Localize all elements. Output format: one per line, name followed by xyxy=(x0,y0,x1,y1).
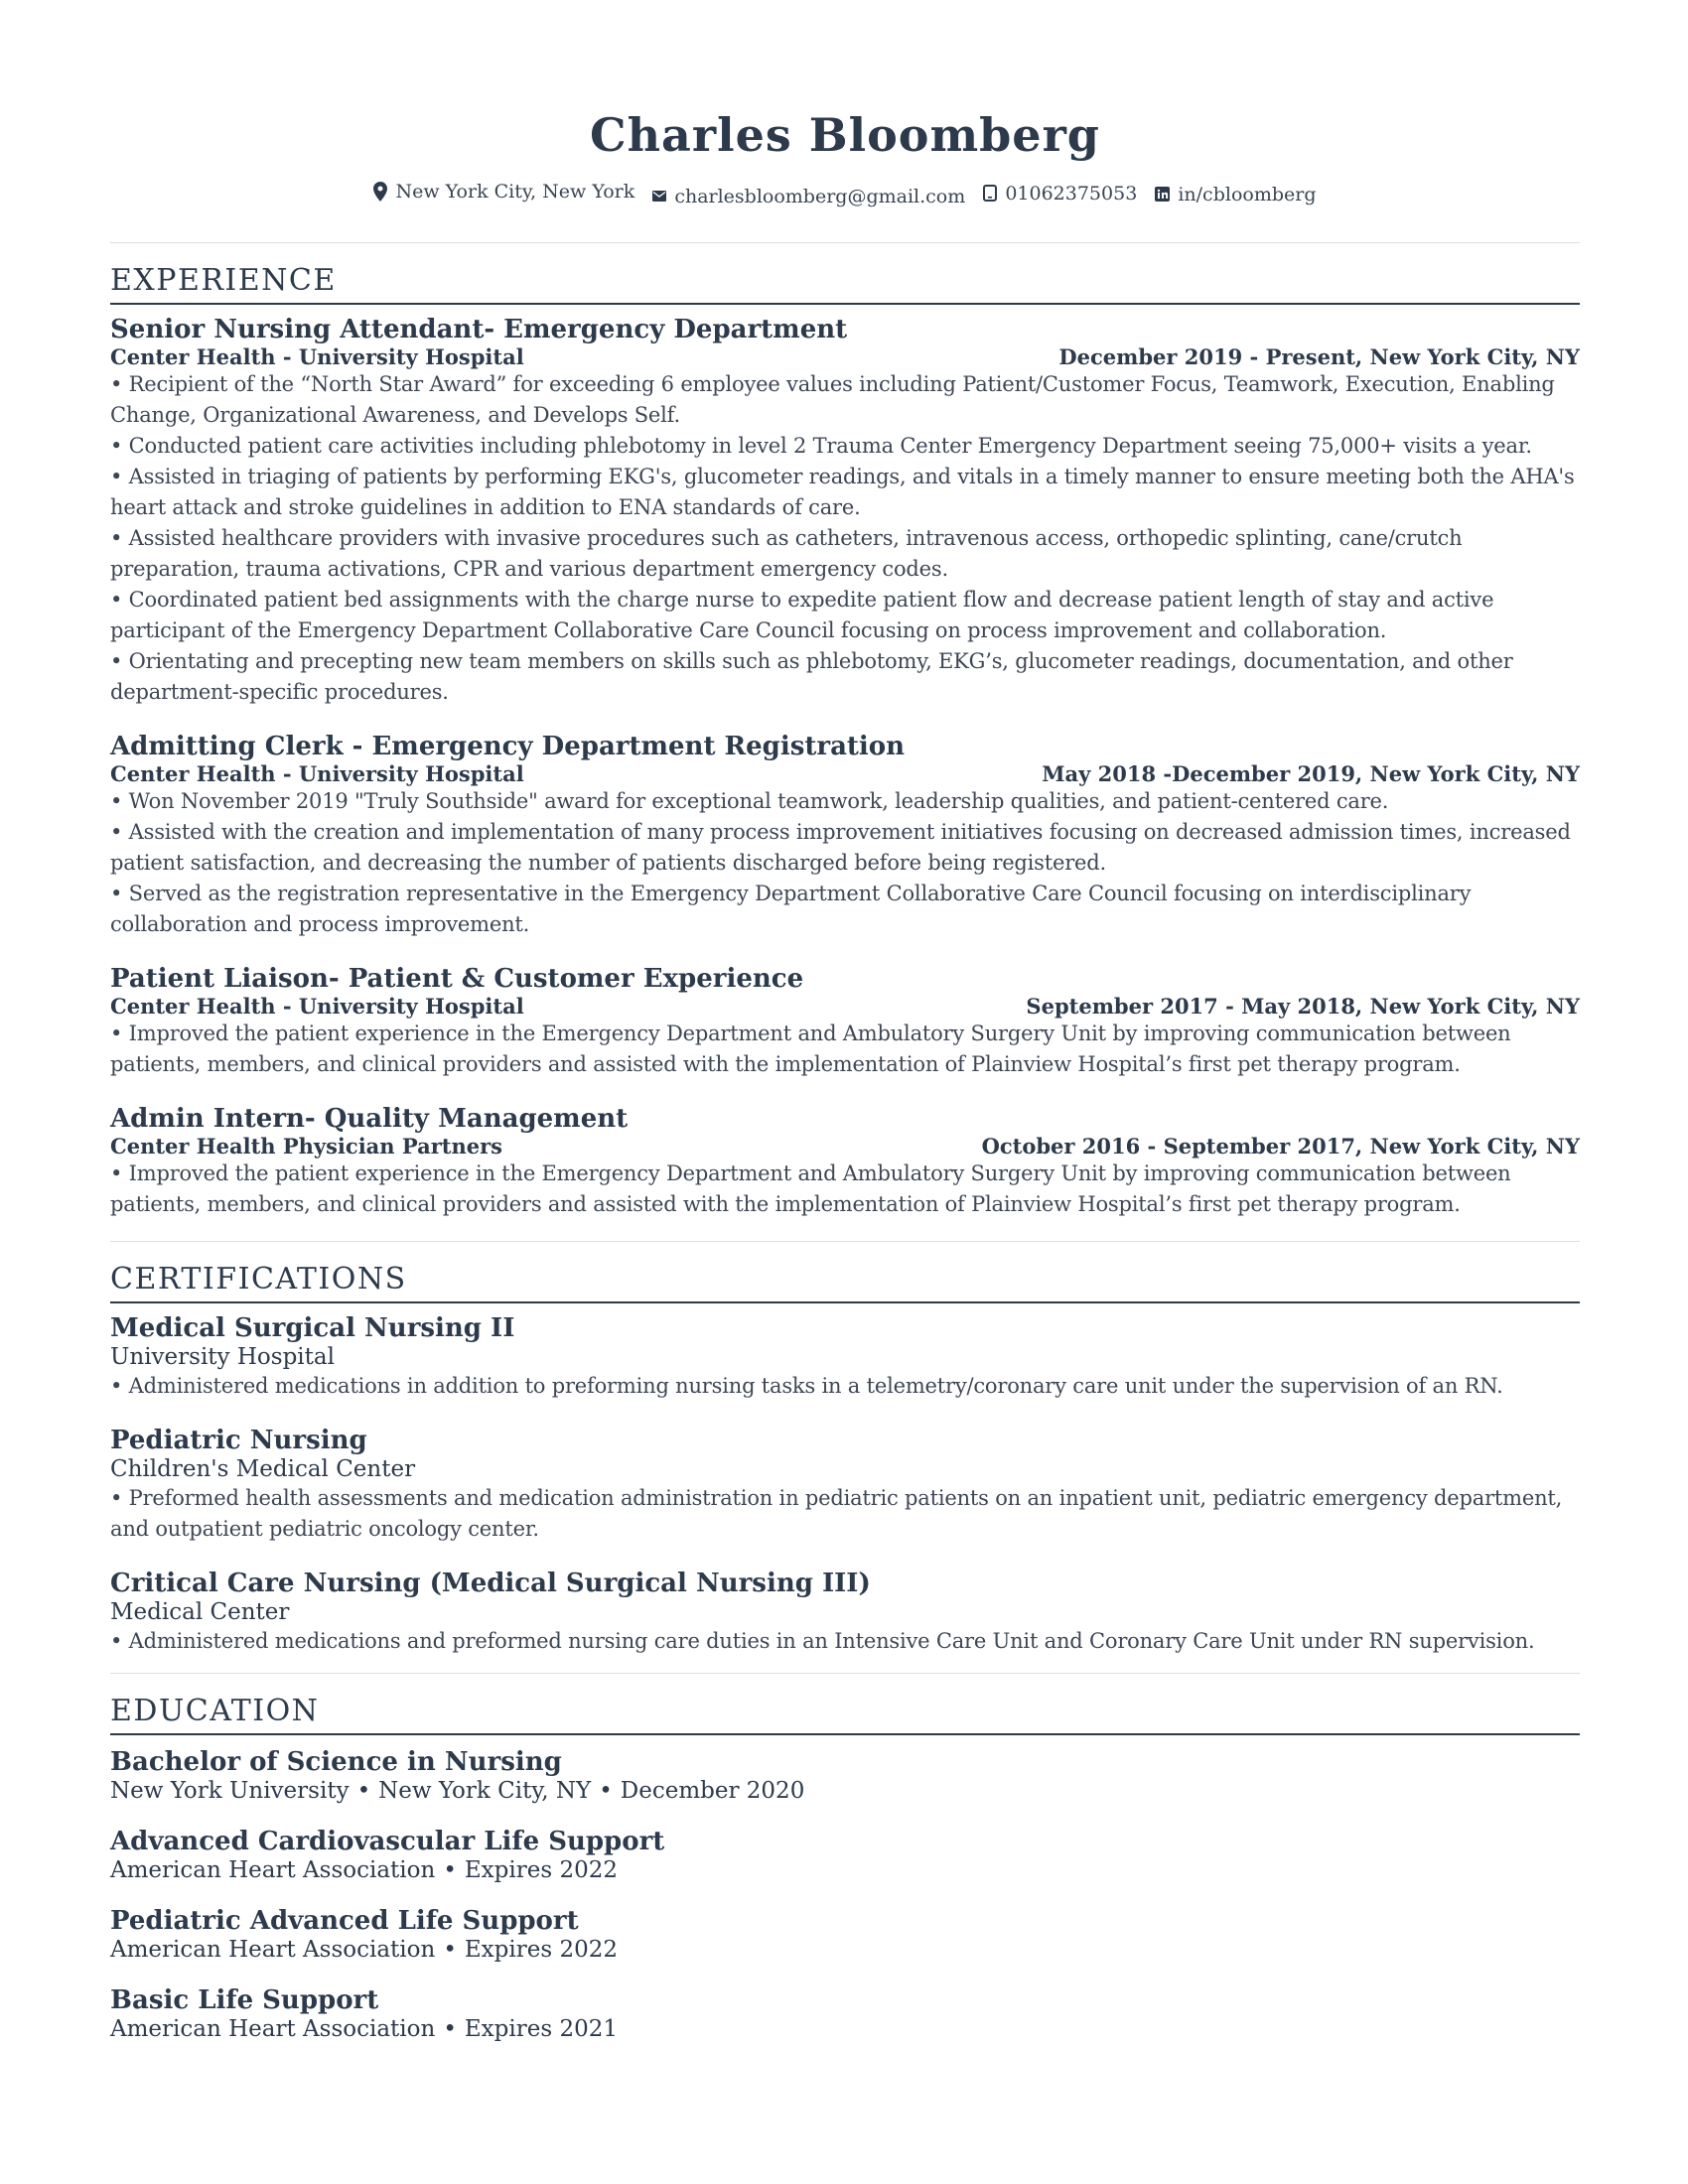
education-entry xyxy=(110,1906,1580,1964)
job-entry xyxy=(110,1104,1580,1220)
education-title: Basic Life Support xyxy=(110,1985,379,2015)
divider xyxy=(110,242,1580,243)
job-bullet: • Conducted patient care activities including phlebotomy in level 2 Trauma Center Emergency Department seeing 75,000+ visits a year. xyxy=(110,434,1532,458)
contact-email[interactable] xyxy=(652,186,965,207)
linkedin-text[interactable]: in/cbloomberg xyxy=(1178,183,1317,205)
job-bullet: • Assisted with the creation and implementation of many process improvement initiatives focusing on decreased admission times, increased patient satisfaction, and decreasing the number of patients discharged before being registered. xyxy=(110,820,1571,875)
location-text: New York City, New York xyxy=(395,181,635,203)
cert-entry xyxy=(110,1313,1580,1402)
job-entry xyxy=(110,732,1580,940)
job-bullet: • Improved the patient experience in the Emergency Department and Ambulatory Surgery Unit by improving communication between patients, members, and clinical providers and assisted with the implementation of Plainview Hospital’s first pet therapy program. xyxy=(110,1022,1511,1076)
job-dates: May 2018 -December 2019, New York City, NY xyxy=(1042,761,1580,786)
education-institution: New York University xyxy=(110,1778,350,1804)
job-title: Senior Nursing Attendant- Emergency Department xyxy=(110,315,848,344)
job-title: Patient Liaison- Patient & Customer Experience xyxy=(110,964,804,994)
education-title: Pediatric Advanced Life Support xyxy=(110,1906,579,1936)
cert-title: Medical Surgical Nursing II xyxy=(110,1313,515,1343)
education-title: Bachelor of Science in Nursing xyxy=(110,1747,562,1777)
cert-org: University Hospital xyxy=(110,1344,335,1370)
education-date: December 2020 xyxy=(620,1778,805,1804)
job-entry xyxy=(110,315,1580,708)
divider xyxy=(110,1241,1580,1242)
education-title: Advanced Cardiovascular Life Support xyxy=(110,1827,665,1856)
job-dates: September 2017 - May 2018, New York City, NY xyxy=(1026,994,1580,1019)
job-org: Center Health - University Hospital xyxy=(110,761,524,786)
education-entry xyxy=(110,1985,1580,2043)
section-title-certifications: CERTIFICATIONS xyxy=(110,1261,1580,1303)
job-bullet: • Assisted healthcare providers with invasive procedures such as catheters, intravenous access, orthopedic splinting, cane/crutch preparation, trauma activations, CPR and various department emergency codes. xyxy=(110,526,1463,581)
education-meta xyxy=(110,1856,1580,1884)
contact-location xyxy=(373,181,634,203)
job-title: Admin Intern- Quality Management xyxy=(110,1104,629,1134)
separator: • xyxy=(443,2016,457,2042)
certifications-section xyxy=(110,1261,1580,1657)
envelope-icon xyxy=(652,191,666,202)
job-org-row xyxy=(110,994,1580,1019)
education-date: Expires 2021 xyxy=(464,2016,618,2042)
contact-phone[interactable] xyxy=(983,183,1137,205)
job-bullet: • Served as the registration representative in the Emergency Department Collaborative Care Council focusing on interdisciplinary collaboration and process improvement. xyxy=(110,882,1472,936)
experience-section xyxy=(110,262,1580,1220)
job-bullet: • Recipient of the “North Star Award” for exceeding 6 employee values including Patient/Customer Focus, Teamwork, Execution, Enabling Change, Organizational Awareness, and Develops Self. xyxy=(110,372,1555,427)
education-institution: American Heart Association xyxy=(110,1857,436,1883)
contact-row xyxy=(110,181,1580,207)
job-org-row xyxy=(110,761,1580,786)
phone-text[interactable]: 01062375053 xyxy=(1005,182,1138,205)
cert-entry xyxy=(110,1569,1580,1657)
education-meta xyxy=(110,2015,1580,2043)
resume-header xyxy=(110,103,1580,207)
education-date: Expires 2022 xyxy=(464,1937,618,1963)
cert-title: Critical Care Nursing (Medical Surgical Nursing III) xyxy=(110,1569,871,1598)
job-org: Center Health - University Hospital xyxy=(110,994,524,1019)
separator: • xyxy=(599,1778,613,1804)
education-meta xyxy=(110,1777,1580,1805)
linkedin-icon xyxy=(1155,187,1170,202)
job-dates: December 2019 - Present, New York City, NY xyxy=(1058,344,1580,369)
job-org: Center Health Physician Partners xyxy=(110,1134,502,1159)
phone-icon xyxy=(983,185,997,202)
job-title: Admitting Clerk - Emergency Department Registration xyxy=(110,732,906,761)
job-entry xyxy=(110,964,1580,1080)
contact-linkedin[interactable] xyxy=(1155,184,1316,205)
job-bullet: • Coordinated patient bed assignments with the charge nurse to expedite patient flow and decrease patient length of stay and active participant of the Emergency Department Collaborative Care Council focusing on process improvement and collaboration. xyxy=(110,588,1494,642)
cert-bullet: • Administered medications in addition to preforming nursing tasks in a telemetry/coronary care unit under the supervision of an RN. xyxy=(110,1374,1503,1398)
job-bullet: • Improved the patient experience in the Emergency Department and Ambulatory Surgery Unit by improving communication between patients, members, and clinical providers and assisted with the implementation of Plainview Hospital’s first pet therapy program. xyxy=(110,1161,1511,1216)
education-institution: American Heart Association xyxy=(110,2016,436,2042)
education-institution: American Heart Association xyxy=(110,1937,436,1963)
education-entry xyxy=(110,1827,1580,1884)
cert-title: Pediatric Nursing xyxy=(110,1426,367,1455)
job-bullet: • Orientating and precepting new team members on skills such as phlebotomy, EKG’s, glucometer readings, documentation, and other department-specific procedures. xyxy=(110,649,1513,704)
education-location: New York City, NY xyxy=(378,1778,592,1804)
job-bullet: • Assisted in triaging of patients by performing EKG's, glucometer readings, and vitals in a timely manner to ensure meeting both the AHA's heart attack and stroke guidelines in addition to ENA standards of care. xyxy=(110,465,1575,519)
separator: • xyxy=(443,1937,457,1963)
job-org-row xyxy=(110,1134,1580,1159)
divider xyxy=(110,1673,1580,1674)
education-section xyxy=(110,1693,1580,2043)
education-meta xyxy=(110,1936,1580,1964)
email-text[interactable]: charlesbloomberg@gmail.com xyxy=(674,185,966,207)
separator: • xyxy=(356,1778,371,1804)
education-date: Expires 2022 xyxy=(464,1857,618,1883)
cert-org: Medical Center xyxy=(110,1599,290,1625)
cert-org: Children's Medical Center xyxy=(110,1456,416,1482)
cert-bullet: • Preformed health assessments and medication administration in pediatric patients on an inpatient unit, pediatric emergency department, and outpatient pediatric oncology center. xyxy=(110,1486,1563,1541)
job-org-row xyxy=(110,344,1580,369)
separator: • xyxy=(443,1857,457,1883)
job-bullet: • Won November 2019 "Truly Southside" award for exceptional teamwork, leadership qualities, and patient-centered care. xyxy=(110,789,1389,813)
job-dates: October 2016 - September 2017, New York City, NY xyxy=(981,1134,1580,1159)
candidate-name: Charles Bloomberg xyxy=(590,108,1100,162)
location-pin-icon xyxy=(373,182,387,202)
section-title-experience: EXPERIENCE xyxy=(110,262,1580,305)
cert-bullet: • Administered medications and preformed nursing care duties in an Intensive Care Unit and Coronary Care Unit under RN supervision. xyxy=(110,1629,1535,1653)
cert-entry xyxy=(110,1426,1580,1545)
education-entry xyxy=(110,1747,1580,1805)
job-org: Center Health - University Hospital xyxy=(110,344,524,369)
section-title-education: EDUCATION xyxy=(110,1693,1580,1735)
